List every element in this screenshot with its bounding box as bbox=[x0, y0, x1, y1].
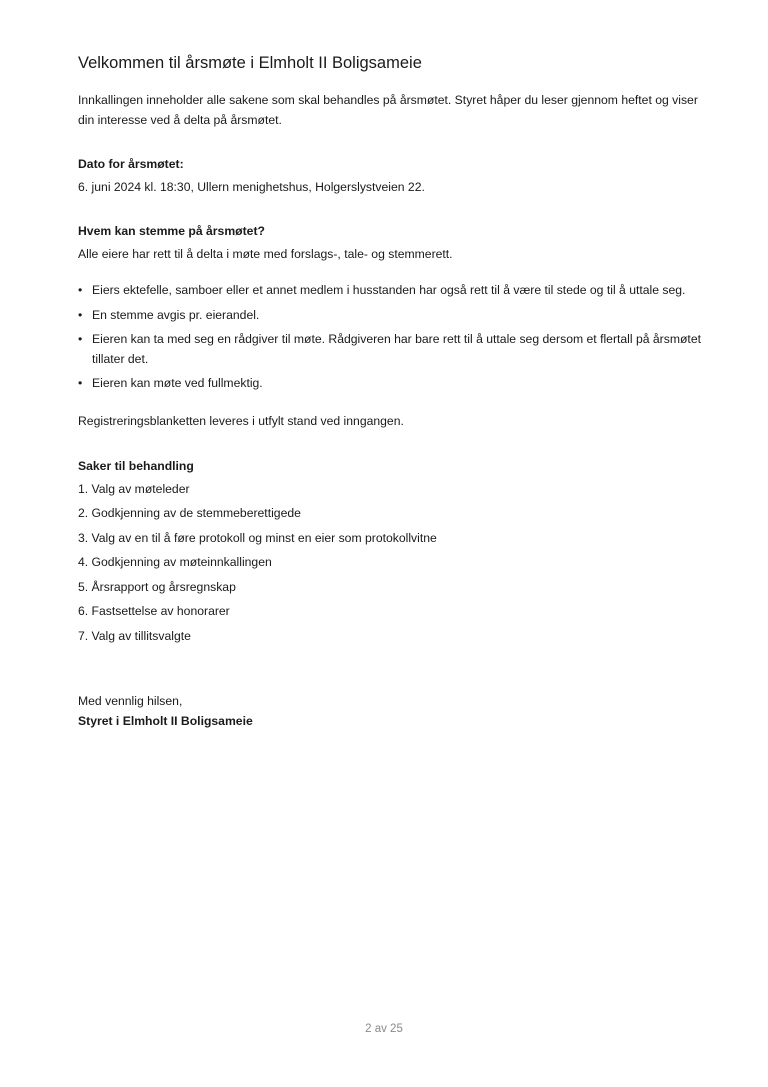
voting-rules-list bbox=[78, 281, 718, 399]
page-number: 2 av 25 bbox=[365, 1023, 403, 1035]
bullet-marker: • bbox=[78, 307, 83, 322]
closing-section bbox=[78, 692, 718, 731]
list-item-text: En stemme avgis pr. eierandel. bbox=[92, 307, 260, 322]
agenda-item: 5. Årsrapport og årsregnskap bbox=[78, 579, 236, 594]
list-item bbox=[78, 374, 718, 394]
bullet-marker: • bbox=[78, 283, 83, 297]
agenda-item: 3. Valg av en til å føre protokoll og minst en eier som protokollvitne bbox=[78, 530, 437, 545]
voters-text: Alle eiere har rett til å delta i møte med forslags-, tale- og stemmerett. bbox=[78, 246, 453, 261]
bullet-marker: • bbox=[78, 332, 83, 346]
voters-section bbox=[78, 222, 718, 264]
agenda-item: 4. Godkjenning av møteinnkallingen bbox=[78, 555, 272, 569]
list-item bbox=[78, 281, 718, 301]
meeting-date-section bbox=[78, 155, 718, 197]
agenda-heading: Saker til behandling bbox=[78, 459, 194, 473]
registration-note: Registreringsblanketten leveres i utfylt stand ved inngangen. bbox=[78, 414, 404, 428]
agenda-item: 1. Valg av møteleder bbox=[78, 481, 190, 496]
list-item bbox=[78, 330, 718, 369]
agenda-section bbox=[78, 457, 718, 651]
list-item-text: Eiers ektefelle, samboer eller et annet medlem i husstanden har også rett til å være til stede og til å uttale seg. bbox=[92, 283, 686, 297]
page-title: Velkommen til årsmøte i Elmholt II Boligsameie bbox=[78, 54, 422, 72]
list-item bbox=[78, 306, 718, 326]
meeting-date-text: 6. juni 2024 kl. 18:30, Ullern menighetshus, Holgerslystveien 22. bbox=[78, 179, 425, 194]
voters-heading: Hvem kan stemme på årsmøtet? bbox=[78, 224, 265, 238]
agenda-item: 2. Godkjenning av de stemmeberettigede bbox=[78, 506, 301, 520]
bullet-marker: • bbox=[78, 376, 83, 390]
list-item-text: Eieren kan ta med seg en rådgiver til møte. Rådgiveren har bare rett til å uttale seg dersom et flertall på årsmøtet tillater det. bbox=[92, 332, 701, 366]
meeting-date-heading: Dato for årsmøtet: bbox=[78, 157, 184, 171]
agenda-item: 7. Valg av tillitsvalgte bbox=[78, 628, 191, 643]
intro-paragraph: Innkallingen inneholder alle sakene som skal behandles på årsmøtet. Styret håper du leser gjennom heftet og viser din interesse ved å delta på årsmøtet. bbox=[78, 93, 698, 127]
signature: Styret i Elmholt II Boligsameie bbox=[78, 713, 253, 728]
closing-greeting: Med vennlig hilsen, bbox=[78, 694, 183, 708]
list-item-text: Eieren kan møte ved fullmektig. bbox=[92, 376, 263, 390]
agenda-item: 6. Fastsettelse av honorarer bbox=[78, 604, 230, 618]
